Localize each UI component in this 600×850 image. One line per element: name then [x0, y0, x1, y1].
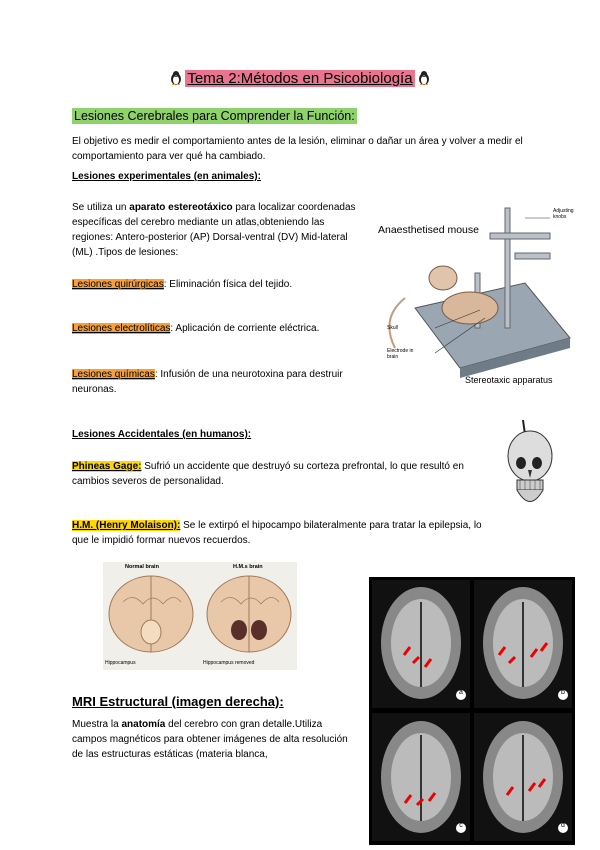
- title-text: Tema 2:Métodos en Psicobiología: [187, 70, 413, 87]
- figure-label-skull: Skull: [387, 325, 398, 331]
- experimental-paragraph: Se utiliza un aparato estereotáxico para localizar coordenadas específicas del cerebro mediante un atlas,obteniendo las regiones: Antero-posterior (AP) Dorsal-ventral (DV) Mid-lateral (ML) .Tipos de lesiones:: [72, 202, 356, 258]
- mri-paragraph: Muestra la anatomía del cerebro con gran detalle.Utiliza campos magnéticos para obtener imágenes de alta resolución de las estructuras estáticas (materia blanca,: [72, 719, 348, 760]
- stereotaxic-figure: [375, 198, 580, 393]
- page-title: [0, 70, 600, 87]
- mri-panel: [372, 580, 470, 708]
- mri-panel-letter: c: [459, 822, 463, 829]
- list-item: Lesiones electrolíticas: Aplicación de corriente eléctrica.: [72, 323, 320, 334]
- figure-caption: Stereotaxic apparatus: [465, 375, 553, 385]
- list-item: Phineas Gage: Sufrió un accidente que destruyó su corteza prefrontal, lo que resultó en cambios severos de personalidad.: [72, 461, 464, 487]
- mri-panel-letter: d: [561, 822, 565, 829]
- bold-term: aparato estereotáxico: [129, 202, 233, 213]
- penguin-icon: [418, 71, 430, 85]
- brain-label-normal: Normal brain: [125, 564, 159, 570]
- section-heading-lesiones: Lesiones Cerebrales para Comprender la Función:: [74, 109, 355, 123]
- mri-panel-letter: b: [561, 689, 565, 696]
- brain-label-hippocampus-removed: Hippocampus removed: [203, 660, 255, 666]
- figure-label-electrode: Electrode in brain: [387, 348, 414, 360]
- mri-panel: [474, 580, 572, 708]
- intro-paragraph: El objetivo es medir el comportamiento antes de la lesión, eliminar o dañar un área y volver a medir el comportamiento para ver qué ha cambiado.: [72, 136, 523, 162]
- hm-brain-comparison-image: [103, 562, 297, 670]
- bold-term: anatomía: [121, 719, 166, 730]
- brain-label-hippocampus: Hippocampus: [105, 660, 136, 666]
- penguin-icon: [170, 71, 182, 85]
- mri-panel: [372, 713, 470, 841]
- figure-label-knobs: Adjusting knobs: [553, 208, 574, 220]
- experimental-heading: Lesiones experimentales (en animales):: [72, 171, 261, 182]
- list-item: Lesiones químicas: Infusión de una neurotoxina para destruir neuronas.: [72, 369, 343, 395]
- list-item: Lesiones quirúrgicas: Eliminación física del tejido.: [72, 279, 293, 290]
- figure-label-mouse: Anaesthetised mouse: [378, 224, 479, 236]
- mri-panel: [474, 713, 572, 841]
- phineas-gage-skull-image: [495, 418, 565, 518]
- list-item: H.M. (Henry Molaison): Se le extirpó el hipocampo bilateralmente para tratar la epilepsia, lo que le impidió formar nuevos recuerdos.: [72, 520, 482, 546]
- accidental-heading: Lesiones Accidentales (en humanos):: [72, 429, 252, 440]
- mri-scan-grid: [369, 577, 575, 845]
- mri-panel-letter: a: [459, 689, 463, 696]
- brain-label-hm: H.M.s brain: [233, 564, 263, 570]
- mri-heading: MRI Estructural (imagen derecha):: [72, 694, 284, 709]
